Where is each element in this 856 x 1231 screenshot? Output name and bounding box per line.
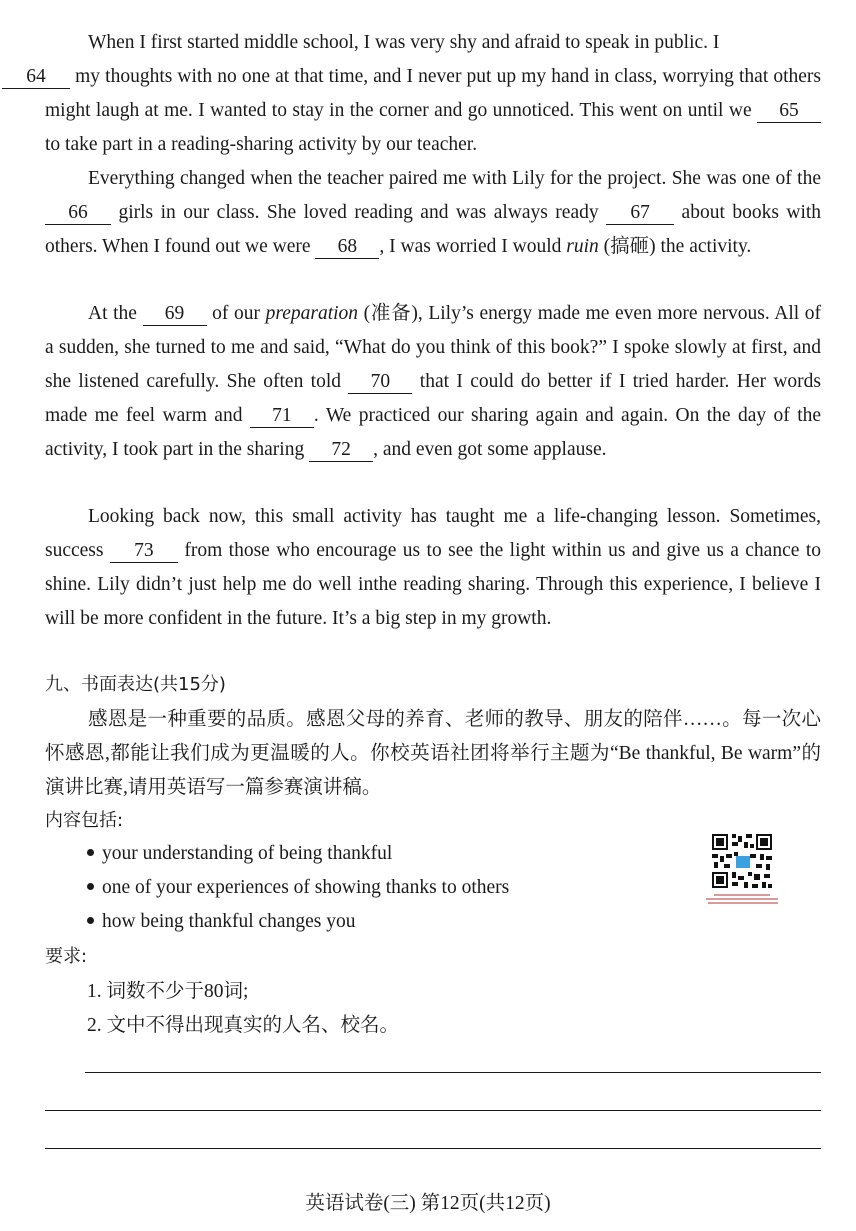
writing-prompt: 感恩是一种重要的品质。感恩父母的养育、老师的教导、朋友的陪伴……。每一次心怀感恩,都能让我们成为更温暖的人。你校英语社团将举行主题为“Be thankful, Be warm”的演讲比赛,请用英语写一篇参赛演讲稿。 [45, 709, 821, 798]
qr-caption-icon [700, 893, 784, 907]
blank-67[interactable]: 67 [606, 202, 674, 225]
list-item: one of your experiences of showing thanks to others [87, 871, 509, 905]
blank-70[interactable]: 70 [348, 371, 412, 394]
blank-71[interactable]: 71 [250, 405, 314, 428]
bullet-icon [87, 849, 94, 856]
page-footer: 英语试卷(三) 第12页(共12页) [305, 1193, 551, 1214]
blank-66[interactable]: 66 [45, 202, 111, 225]
passage-paragraph-2: Everything changed when the teacher paired me with Lily for the project. She was one of the 66 girls in our class. She loved reading and was always ready 67 about books with others. When I found out we were 68 , I was worried I would ruin (搞砸) the activity. [45, 168, 822, 257]
requirements-heading: 要求: [45, 946, 88, 967]
list-item: your understanding of being thankful [87, 837, 509, 871]
word-ruin: ruin [566, 236, 599, 257]
blank-65[interactable]: 65 [757, 100, 821, 123]
word-ruin-gloss: (搞砸) [603, 236, 656, 257]
writing-section-heading: 九、书面表达(共15分) [45, 674, 226, 695]
passage-paragraph-1: When I first started middle school, I was very shy and afraid to speak in public. I 64 my thoughts with no one at that time, and I never put up my hand in class, worrying that others might laugh at me. I wanted to stay in the corner and go unnoticed. This went on until we 65 to take part in a reading-sharing activity by our teacher. [45, 26, 821, 162]
answer-line[interactable] [45, 1148, 821, 1149]
qr-code-icon [710, 832, 774, 890]
content-heading: 内容包括: [45, 810, 124, 831]
answer-line[interactable] [45, 1110, 821, 1111]
bullet-icon [87, 883, 94, 890]
answer-line[interactable] [85, 1072, 821, 1073]
blank-69[interactable]: 69 [143, 303, 207, 326]
blank-64[interactable]: 64 [2, 66, 70, 89]
passage-paragraph-3: At the 69 of our preparation (准备), Lily’s energy made me even more nervous. All of a sudden, she turned to me and said, “What do you think of this book?” I spoke slowly at first, and she listened carefully. She often told 70 that I could do better if I tried harder. Her words made me feel warm and 71 . We practiced our sharing again and again. On the day of the activity, I took part in the sharing 72 , and even got some applause. [45, 303, 822, 460]
list-item: how being thankful changes you [87, 905, 509, 939]
blank-73[interactable]: 73 [110, 540, 178, 563]
content-list [87, 837, 509, 939]
bullet-icon [87, 917, 94, 924]
blank-68[interactable]: 68 [315, 236, 379, 259]
blank-72[interactable]: 72 [309, 439, 373, 462]
requirement-1: 1. 词数不少于80词; [87, 981, 249, 1002]
passage-paragraph-4: Looking back now, this small activity has taught me a life-changing lesson. Sometimes, success 73 from those who encourage us to see the light within us and give us a chance to shine. Lily didn’t just help me do well inthe reading sharing. Through this experience, I believe I will be more confident in the future. It’s a big step in my growth. [45, 506, 821, 629]
word-preparation-gloss: (准备) [363, 303, 418, 324]
word-preparation: preparation [265, 303, 359, 324]
requirement-2: 2. 文中不得出现真实的人名、校名。 [87, 1015, 400, 1036]
